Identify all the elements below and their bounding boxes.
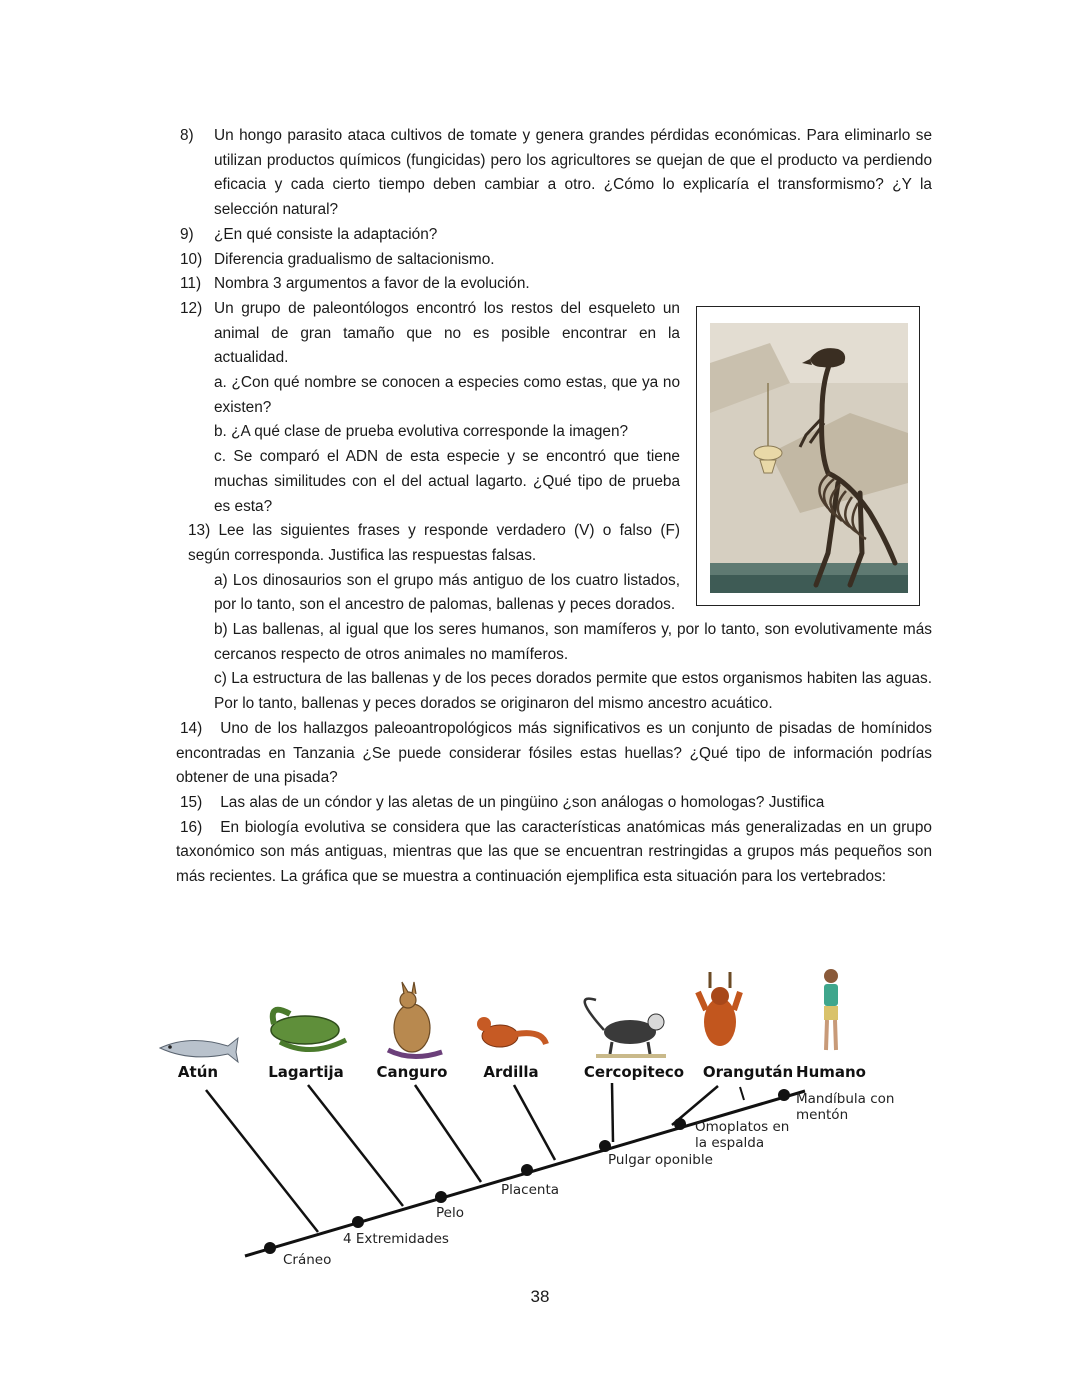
character-label: mentón xyxy=(796,1107,849,1123)
skeleton-illustration xyxy=(710,323,908,593)
character-label: Placenta xyxy=(501,1182,560,1198)
cladogram-branch xyxy=(514,1085,555,1160)
human-illustration xyxy=(824,969,838,1050)
question-16 xyxy=(176,816,932,890)
squirrel-illustration xyxy=(477,1017,546,1047)
dinosaur-skeleton-figure xyxy=(696,306,920,606)
question-9 xyxy=(176,223,932,248)
question-12-part-b: b. ¿A qué clase de prueba evolutiva corresponde la imagen? xyxy=(214,423,629,441)
character-label: Mandíbula con xyxy=(796,1091,895,1107)
character-label: Cráneo xyxy=(283,1252,332,1268)
question-number: 11) xyxy=(180,275,202,293)
dinosaur-skeleton-photo xyxy=(710,323,908,593)
question-13 xyxy=(176,519,680,618)
orangutan-illustration xyxy=(698,972,740,1046)
character-node xyxy=(521,1164,533,1176)
cladogram-branch xyxy=(308,1085,403,1206)
question-13-intro: 13) Lee las siguientes frases y responde verdadero (V) o falso (F) según corresponda. Justifica las respuestas falsas. xyxy=(188,522,680,564)
character-node xyxy=(778,1089,790,1101)
question-number: 12) xyxy=(180,299,203,317)
page-number: 38 xyxy=(530,1287,550,1306)
question-12-part-c: c. Se comparó el ADN de esta especie y se encontró que tiene muchas similitudes con el del actual lagarto. ¿Qué tipo de prueba es esta? xyxy=(214,448,680,515)
question-number: 9) xyxy=(180,225,194,243)
character-label: la espalda xyxy=(695,1135,765,1151)
cladogram-branch xyxy=(612,1083,613,1142)
character-node xyxy=(599,1140,611,1152)
vertebrate-cladogram xyxy=(150,962,930,1282)
question-12 xyxy=(176,297,680,519)
cladogram-branch xyxy=(415,1085,481,1182)
character-label: Omoplatos en xyxy=(695,1119,790,1135)
cladogram-svg xyxy=(150,962,930,1282)
question-number: 8) xyxy=(180,127,194,144)
taxon-label: Atún xyxy=(177,1063,219,1081)
monkey-illustration xyxy=(585,999,666,1058)
taxon-label: Lagartija xyxy=(268,1063,344,1081)
taxon-label: Orangután xyxy=(702,1063,794,1081)
question-number: 14) xyxy=(180,719,203,737)
question-number: 16) xyxy=(180,818,203,836)
question-text: Un hongo parasito ataca cultivos de tomate y genera grandes pérdidas económicas. Para eliminarlo se utilizan productos químicos (fungicidas) pero los agricultores se quejan de que el producto va perdiendo eficacia y cada cierto tiempo deben cambiar a otro. ¿Cómo lo explicaría el transformismo? ¿Y la selección natural? xyxy=(214,127,932,219)
character-node xyxy=(674,1118,686,1130)
question-8 xyxy=(176,124,932,223)
question-text: ¿En qué consiste la adaptación? xyxy=(214,225,438,243)
question-11 xyxy=(176,272,932,297)
character-node xyxy=(352,1216,364,1228)
question-15 xyxy=(176,791,932,816)
question-text: Las alas de un cóndor y las aletas de un pingüino ¿son análogas o homologas? Justifica xyxy=(220,793,825,811)
character-label: 4 Extremidades xyxy=(343,1231,449,1247)
taxon-label: Cercopiteco xyxy=(583,1063,685,1081)
taxon-label: Humano xyxy=(796,1063,866,1081)
lizard-illustration xyxy=(271,1010,346,1050)
cladogram-branch xyxy=(206,1090,318,1232)
question-13-part-b: b) Las ballenas, al igual que los seres humanos, son mamíferos y, por lo tanto, son evolutivamente más cercanos respecto de otros animales no mamíferos. xyxy=(214,621,932,663)
question-text: En biología evolutiva se considera que las características anatómicas más generalizadas en un grupo taxonómico son más antiguas, mientras que las que se encuentran restringidas a grupos más pequeños son más recientes. La gráfica que se muestra a continuación ejemplifica esta situación para los vertebrados: xyxy=(176,818,932,886)
kangaroo-illustration xyxy=(388,982,442,1057)
character-label: Pelo xyxy=(436,1205,464,1221)
question-number: 10) xyxy=(180,250,203,268)
question-10 xyxy=(176,248,932,273)
question-13-part-a: a) Los dinosaurios son el grupo más antiguo de los cuatro listados, por lo tanto, son el ancestro de palomas, ballenas y peces dorados. xyxy=(214,571,680,614)
character-node xyxy=(264,1242,276,1254)
taxon-label: Ardilla xyxy=(483,1063,539,1081)
question-13-part-c: c) La estructura de las ballenas y de los peces dorados permite que estos organismos habiten las aguas. Por lo tanto, ballenas y peces dorados se originaron del mismo ancestro acuático. xyxy=(214,670,932,713)
question-text: Un grupo de paleontólogos encontró los restos del esqueleto un animal de gran tamaño que no es posible encontrar en la actualidad. xyxy=(214,299,680,367)
taxon-label: Canguro xyxy=(376,1063,448,1081)
question-text: Nombra 3 argumentos a favor de la evolución. xyxy=(214,275,530,293)
question-number: 15) xyxy=(180,793,203,811)
tuna-illustration xyxy=(160,1038,238,1062)
character-node xyxy=(435,1191,447,1203)
question-text: Diferencia gradualismo de saltacionismo. xyxy=(214,250,495,268)
character-label: Pulgar oponible xyxy=(608,1152,713,1168)
question-12-part-a: a. ¿Con qué nombre se conocen a especies como estas, que ya no existen? xyxy=(214,374,680,416)
cladogram-branch xyxy=(740,1087,744,1100)
question-14 xyxy=(176,717,932,791)
question-text: Uno de los hallazgos paleoantropológicos más significativos es un conjunto de pisadas de homínidos encontradas en Tanzania ¿Se puede considerar fósiles estas huellas? ¿Qué tipo de información podrías obtener de una pisada? xyxy=(176,719,932,787)
